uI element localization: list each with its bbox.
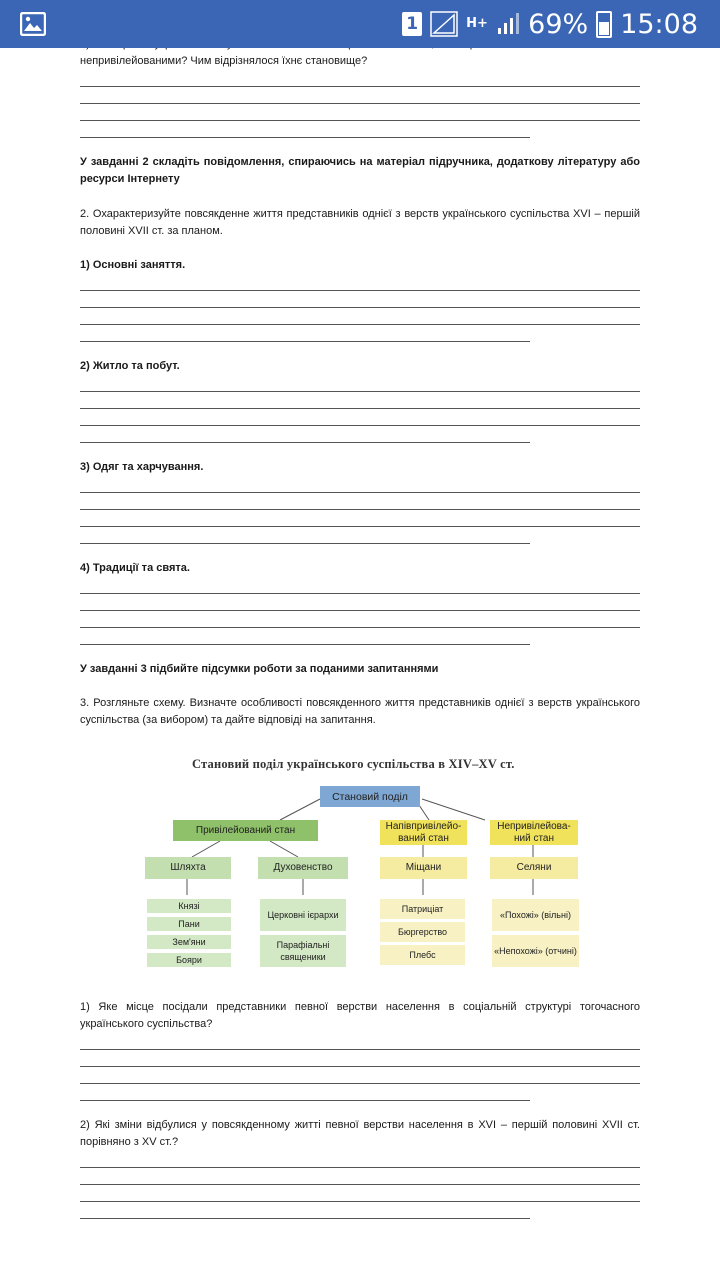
task2-item-3: 3) Одяг та харчування. (80, 461, 204, 473)
scheme-shlyakhta-sub: Бояри (147, 953, 231, 967)
network-type: H+ (466, 16, 488, 31)
scheme-townsmen-sub: Бюргерство (380, 922, 465, 942)
task2-heading: У завданні 2 складіть повідомлення, спираючись на матеріал підручника, додаткову літературу або ресурси Інтернету (80, 156, 640, 185)
scheme-shlyakhta-sub: Князі (147, 899, 231, 913)
social-structure-scheme (140, 745, 590, 975)
answer-lines[interactable] (80, 274, 640, 342)
task3-heading: У завданні 3 підбийте підсумки роботи за поданими запитаннями (80, 663, 439, 675)
answer-lines[interactable] (80, 1151, 640, 1219)
battery-icon (596, 11, 612, 38)
task3-q1: 1) Яке місце посідали представники певної верстви населення в соціальній структурі тогочасного українського суспільства? (80, 1001, 640, 1030)
scheme-shlyakhta: Шляхта (145, 857, 231, 879)
scheme-clergy: Духовенство (258, 857, 348, 879)
scheme-shlyakhta-sub: Зем'яни (147, 935, 231, 949)
clock: 15:08 (620, 8, 698, 40)
intro-question-line: непривілейованими? Чим відрізнялося їхнє становище? (80, 55, 368, 67)
scheme-semi-privileged: Напівпривілейо-ваний стан (380, 820, 467, 845)
task2-question: 2. Охарактеризуйте повсякденне життя представників однієї з верств українського суспільства XVI – першій половині XVII ст. за планом. (80, 208, 640, 237)
answer-lines[interactable] (80, 375, 640, 443)
scheme-title: Становий поділ українського суспільства в XIV–XV ст. (192, 757, 515, 771)
scheme-privileged: Привілейований стан (173, 820, 318, 841)
scheme-root: Становий поділ (320, 786, 420, 807)
task3-question: 3. Розгляньте схему. Визначте особливості повсякденного життя представників однієї з верств українського суспільства (за вибором) та дайте відповіді на запитання. (80, 697, 640, 726)
scheme-non-privileged: Непривілейова-ний стан (490, 820, 578, 845)
status-bar (0, 0, 720, 48)
scheme-peasants: Селяни (490, 857, 578, 879)
task2-item-4: 4) Традиції та свята. (80, 562, 190, 574)
answer-lines[interactable] (80, 577, 640, 645)
answer-lines[interactable] (80, 70, 640, 138)
scheme-peasants-sub: «Похожі» (вільні) (492, 899, 579, 931)
answer-lines[interactable] (80, 476, 640, 544)
task2-item-2: 2) Житло та побут. (80, 360, 180, 372)
signal-icon (430, 11, 458, 37)
scheme-townsmen-sub: Патриціат (380, 899, 465, 919)
scheme-peasants-sub: «Непохожі» (отчині) (492, 935, 579, 967)
scheme-townsmen-sub: Плебс (380, 945, 465, 965)
task2-item-1: 1) Основні заняття. (80, 259, 186, 271)
sim-indicator: 1 (402, 12, 422, 36)
signal-strength-icon (496, 12, 520, 36)
scheme-shlyakhta-sub: Пани (147, 917, 231, 931)
gallery-icon (20, 12, 46, 36)
task3-q2: 2) Які зміни відбулися у повсякденному житті певної верстви населення в XVI – першій половині XVII ст. порівняно з XV ст.? (80, 1119, 640, 1148)
scheme-clergy-sub: Парафіальні священики (260, 935, 346, 967)
scheme-clergy-sub: Церковні ієрархи (260, 899, 346, 931)
scheme-townsmen: Міщани (380, 857, 467, 879)
battery-percent: 69% (528, 8, 589, 40)
answer-lines[interactable] (80, 1033, 640, 1101)
